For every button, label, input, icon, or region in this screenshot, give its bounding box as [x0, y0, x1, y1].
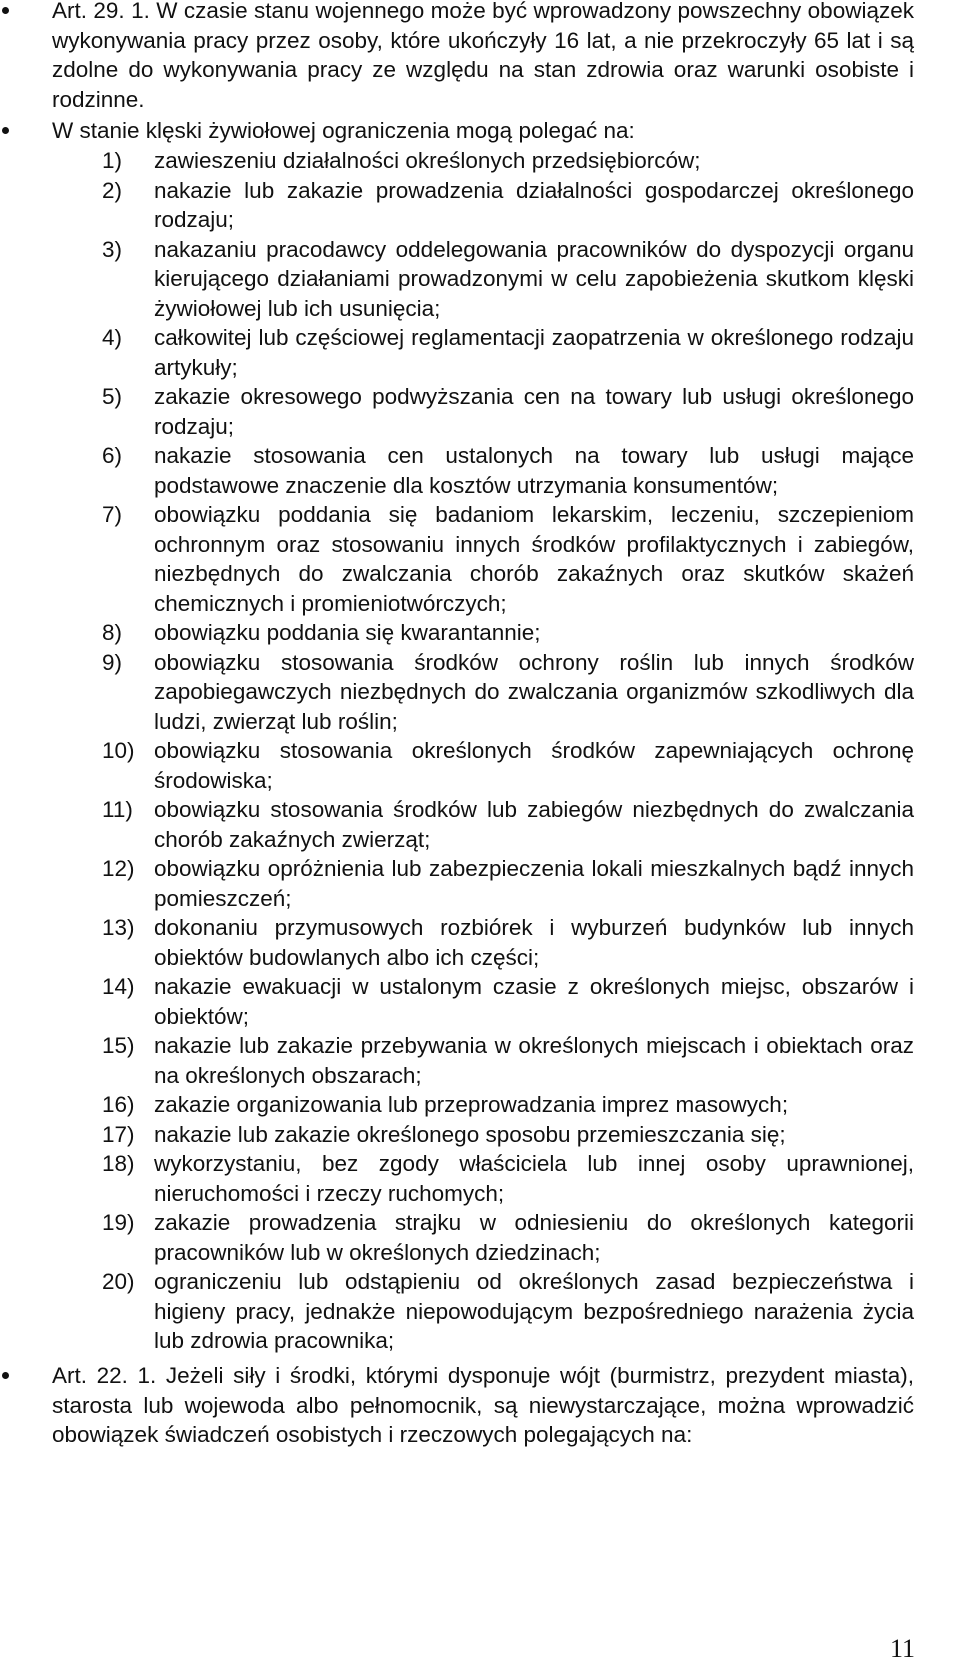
list-item — [102, 1090, 914, 1120]
list-item — [102, 736, 914, 795]
list-item — [102, 795, 914, 854]
item-number: 20) — [102, 1269, 135, 1294]
item-text: nakazaniu pracodawcy oddelegowania pracowników do dyspozycji organu kierującego działaniami prowadzonymi w celu zapobieżenia skutkom klęski żywiołowej lub ich usunięcia; — [154, 236, 914, 321]
bullet-icon — [2, 127, 9, 134]
list-item — [102, 1208, 914, 1267]
article-22-paragraph — [52, 1361, 914, 1450]
article-29-paragraph — [52, 0, 914, 114]
item-text: nakazie lub zakazie przebywania w określonych miejscach i obiektach oraz na określonych obszarach; — [154, 1033, 914, 1088]
list-item — [102, 441, 914, 500]
item-number: 3) — [102, 236, 123, 262]
item-number: 6) — [102, 443, 123, 468]
list-item — [102, 972, 914, 1031]
item-number: 14) — [102, 974, 135, 999]
item-text: obowiązku poddania się badaniom lekarskim, leczeniu, szczepieniom ochronnym oraz stosowaniu innych środków profilaktycznych i zabiegów, niezbędnych do zwalczania chorób zakaźnych oraz skutków skażeń chemicznych i promieniotwórczych; — [154, 502, 914, 616]
list-item — [102, 1031, 914, 1090]
item-text: nakazie ewakuacji w ustalonym czasie z określonych miejsc, obszarów i obiektów; — [154, 974, 914, 1029]
list-item — [102, 500, 914, 618]
item-number: 17) — [102, 1121, 135, 1147]
list-item — [102, 323, 914, 382]
page-number: 11 — [889, 1634, 915, 1663]
list-item — [102, 648, 914, 737]
item-text: obowiązku opróżnienia lub zabezpieczenia lokali mieszkalnych bądź innych pomieszczeń; — [154, 856, 914, 911]
item-text: obowiązku poddania się kwarantannie; — [154, 620, 541, 645]
list-item — [102, 1149, 914, 1208]
list-item — [102, 913, 914, 972]
item-number: 9) — [102, 649, 123, 675]
list-item — [102, 618, 914, 648]
list-item — [102, 382, 914, 441]
item-text: obowiązku stosowania środków lub zabiegów niezbędnych do zwalczania chorób zakaźnych zwierząt; — [154, 797, 914, 852]
list-item — [102, 1267, 914, 1356]
item-text: zawieszeniu działalności określonych przedsiębiorców; — [154, 148, 701, 173]
article-22-text: Art. 22. 1. Jeżeli siły i środki, którymi dysponuje wójt (burmistrz, prezydent miasta), starosta lub wojewoda albo pełnomocnik, są niewystarczające, można wprowadzić obowiązek świadczeń osobistych i rzeczowych polegających na: — [52, 1363, 914, 1447]
item-text: nakazie lub zakazie określonego sposobu przemieszczania się; — [154, 1121, 786, 1147]
disaster-intro-text: W stanie klęski żywiołowej ograniczenia mogą polegać na: — [52, 118, 635, 143]
bullet-icon — [2, 7, 9, 14]
item-text: dokonaniu przymusowych rozbiórek i wyburzeń budynków lub innych obiektów budowlanych albo ich części; — [154, 915, 914, 970]
item-number: 15) — [102, 1033, 135, 1058]
item-text: nakazie lub zakazie prowadzenia działalności gospodarczej określonego rodzaju; — [154, 177, 914, 232]
item-text: obowiązku stosowania określonych środków zapewniających ochronę środowiska; — [154, 738, 914, 793]
item-number: 11) — [102, 797, 133, 822]
item-number: 12) — [102, 856, 135, 881]
item-text: wykorzystaniu, bez zgody właściciela lub innej osoby uprawnionej, nieruchomości i rzeczy ruchomych; — [154, 1151, 914, 1206]
item-number: 1) — [102, 148, 123, 173]
list-item — [102, 146, 914, 176]
item-text: obowiązku stosowania środków ochrony roślin lub innych środków zapobiegawczych niezbędnych do zwalczania organizmów szkodliwych dla ludzi, zwierząt lub roślin; — [154, 649, 914, 734]
disaster-intro-paragraph — [52, 116, 914, 146]
item-number: 5) — [102, 384, 123, 409]
item-number: 13) — [102, 915, 135, 940]
item-number: 8) — [102, 620, 123, 645]
item-number: 10) — [102, 738, 135, 763]
item-text: zakazie organizowania lub przeprowadzania imprez masowych; — [154, 1092, 789, 1117]
article-29-text: Art. 29. 1. W czasie stanu wojennego może być wprowadzony powszechny obowiązek wykonywania pracy przez osoby, które ukończyły 16 lat, a nie przekroczyły 65 lat i są zdolne do wykonywania pracy ze względu na stan zdrowia oraz warunki osobiste i rodzinne. — [52, 0, 914, 112]
bullet-icon — [2, 1372, 9, 1379]
list-item — [102, 1120, 914, 1150]
item-text: zakazie okresowego podwyższania cen na towary lub usługi określonego rodzaju; — [154, 384, 914, 439]
item-text: nakazie stosowania cen ustalonych na towary lub usługi mające podstawowe znaczenie dla kosztów utrzymania konsumentów; — [154, 443, 914, 498]
item-number: 4) — [102, 325, 123, 350]
item-number: 7) — [102, 502, 123, 527]
item-number: 16) — [102, 1092, 135, 1117]
item-number: 2) — [102, 177, 123, 203]
restrictions-list — [102, 146, 914, 1356]
list-item — [102, 854, 914, 913]
item-text: ograniczeniu lub odstąpieniu od określonych zasad bezpieczeństwa i higieny pracy, jednakże niepowodującym bezpośredniego narażenia życia lub zdrowia pracownika; — [154, 1269, 914, 1353]
item-number: 19) — [102, 1210, 135, 1235]
item-text: całkowitej lub częściowej reglamentacji zaopatrzenia w określonego rodzaju artykuły; — [154, 325, 914, 380]
item-number: 18) — [102, 1151, 135, 1176]
list-item — [102, 176, 914, 235]
list-item — [102, 235, 914, 324]
item-text: zakazie prowadzenia strajku w odniesieniu do określonych kategorii pracowników lub w określonych dziedzinach; — [154, 1210, 914, 1265]
